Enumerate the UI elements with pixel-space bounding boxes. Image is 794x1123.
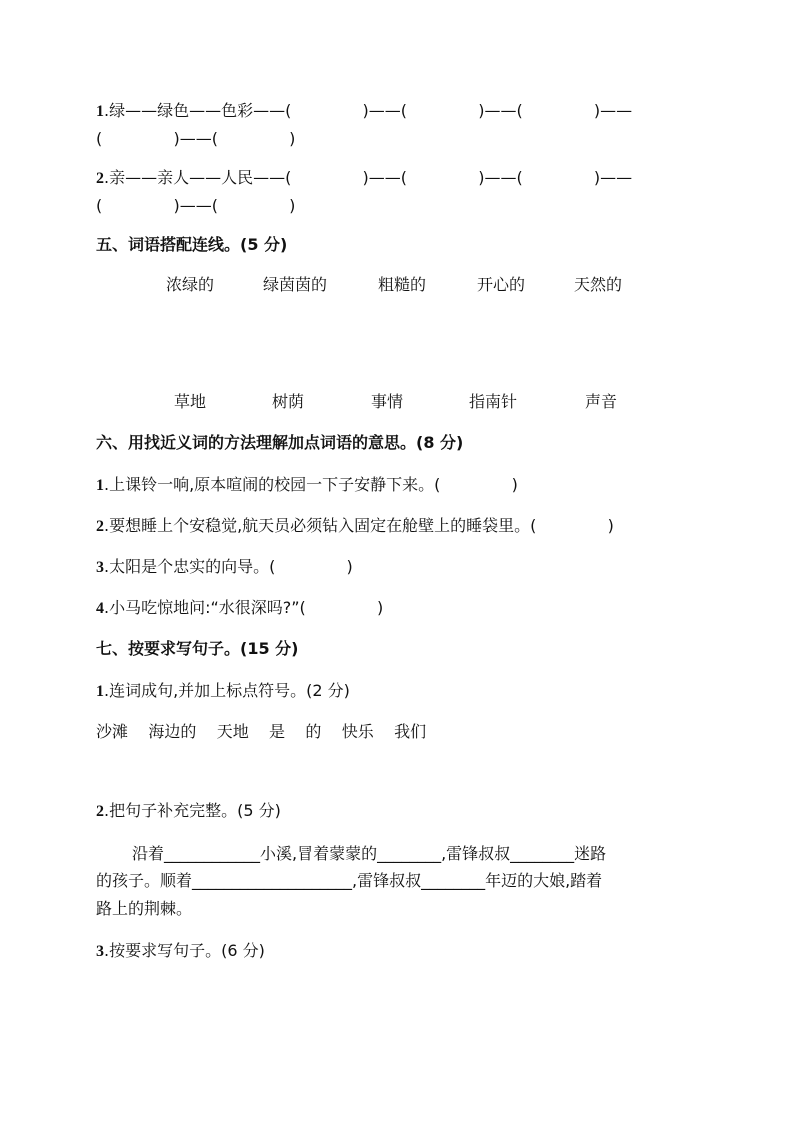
- q6-item-4-text: .小马吃惊地问:“水很深吗?”( ): [104, 598, 384, 617]
- word-top-3: 粗糙的: [378, 275, 427, 294]
- word-top-5: 天然的: [574, 275, 623, 294]
- word-bottom-2: 树荫: [272, 392, 305, 411]
- q6-item-1: [96, 474, 518, 497]
- word-bottom-5: 声音: [585, 392, 618, 411]
- item-number: 3: [96, 559, 104, 576]
- q7-sub-3: [96, 940, 265, 963]
- item-number: 1: [96, 477, 104, 494]
- q6-item-4: [96, 597, 383, 620]
- word-top-1: 浓绿的: [166, 275, 215, 294]
- q6-item-1-text: .上课铃一响,原本喧闹的校园一下子安静下来。( ): [104, 475, 518, 494]
- q4-line2-cont: ( )——( ): [96, 196, 296, 215]
- scrambled-words: 沙滩 海边的 天地 是 的 快乐 我们: [96, 722, 427, 741]
- q4-line1-text: .绿——绿色——色彩——( )——( )——( )——: [104, 101, 633, 120]
- q6-item-2: [96, 515, 614, 538]
- q7-sub-2-text: .把句子补充完整。(5 分): [104, 801, 281, 820]
- item-number: 3: [96, 943, 104, 960]
- q7-sub-3-text: .按要求写句子。(6 分): [104, 941, 265, 960]
- item-number: 4: [96, 600, 104, 617]
- word-top-2: 绿茵茵的: [263, 275, 328, 294]
- item-number: 2: [96, 518, 104, 535]
- q7-sub-1: [96, 680, 350, 703]
- section-7-heading: 七、按要求写句子。(15 分): [96, 639, 299, 658]
- section-6-heading: 六、用找近义词的方法理解加点词语的意思。(8 分): [96, 433, 464, 452]
- q6-item-3-text: .太阳是个忠实的向导。( ): [104, 557, 353, 576]
- item-number: 2: [96, 803, 104, 820]
- q4-line2-text: .亲——亲人——人民——( )——( )——( )——: [104, 168, 633, 187]
- fill-sentence-line-3: 路上的荆棘。: [96, 899, 193, 918]
- item-number: 2: [96, 170, 104, 187]
- word-bottom-4: 指南针: [469, 392, 518, 411]
- q7-sub-1-text: .连词成句,并加上标点符号。(2 分): [104, 681, 350, 700]
- word-top-4: 开心的: [477, 275, 526, 294]
- q4-line2: [96, 167, 632, 190]
- q6-item-2-text: .要想睡上个安稳觉,航天员必须钻入固定在舱壁上的睡袋里。( ): [104, 516, 614, 535]
- section-5-heading: 五、词语搭配连线。(5 分): [96, 235, 288, 254]
- item-number: 1: [96, 683, 104, 700]
- q6-item-3: [96, 556, 353, 579]
- fill-sentence-line-1: 沿着____________小溪,冒着蒙蒙的________,雷锋叔叔________迷路: [132, 844, 607, 863]
- word-bottom-1: 草地: [174, 392, 207, 411]
- q7-sub-2: [96, 800, 281, 823]
- fill-sentence-line-2: 的孩子。顺着____________________,雷锋叔叔________年迈的大娘,踏着: [96, 871, 603, 890]
- q4-line1: [96, 100, 632, 123]
- q4-line1-cont: ( )——( ): [96, 129, 296, 148]
- word-bottom-3: 事情: [371, 392, 404, 411]
- item-number: 1: [96, 103, 104, 120]
